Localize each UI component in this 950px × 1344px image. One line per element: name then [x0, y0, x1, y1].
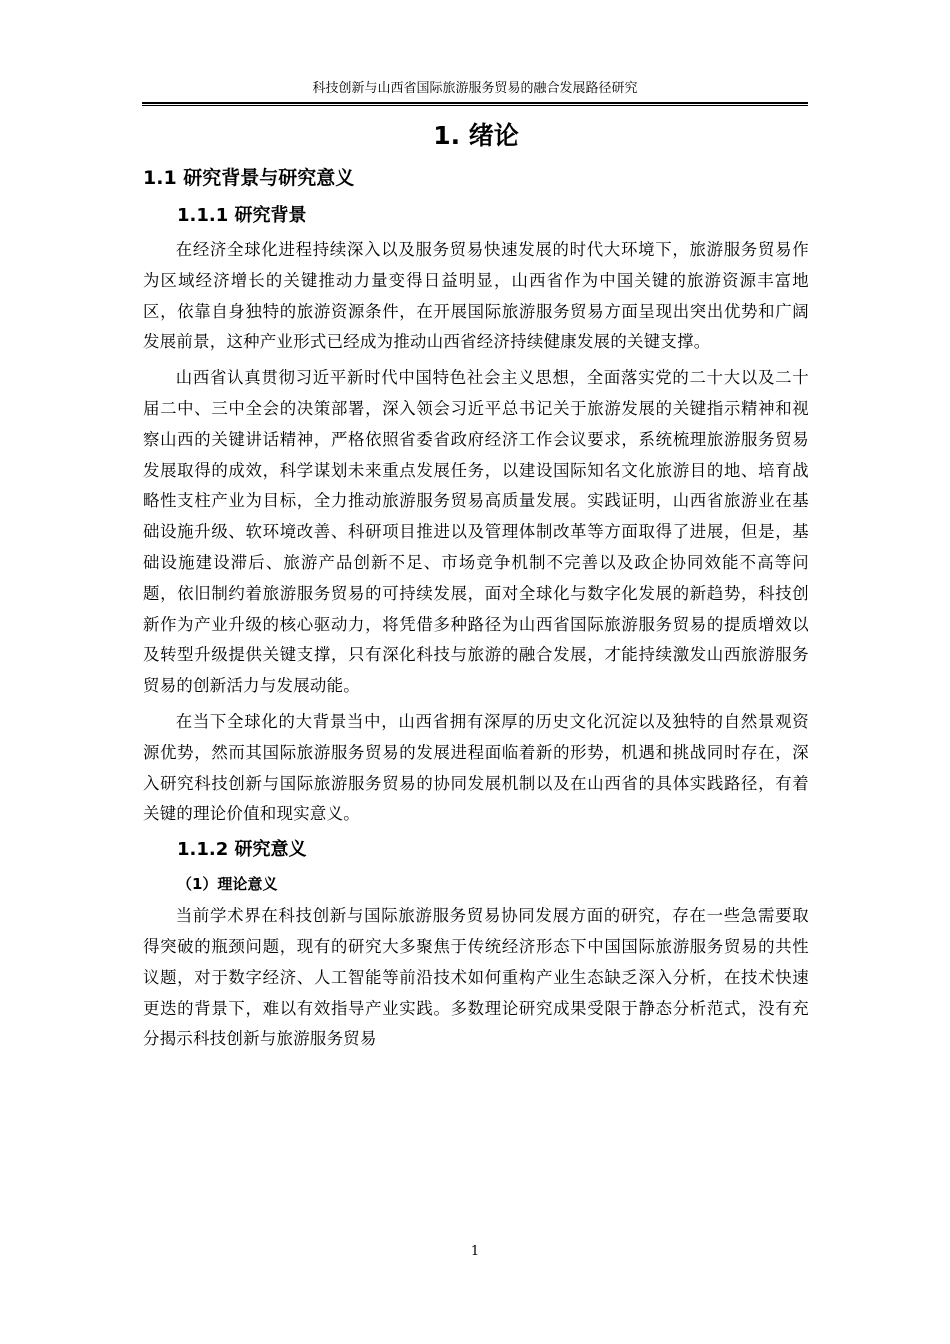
- page-content: [143, 116, 809, 1055]
- running-header: 科技创新与山西省国际旅游服务贸易的融合发展路径研究: [312, 81, 638, 96]
- paragraph: 山西省认真贯彻习近平新时代中国特色社会主义思想，全面落实党的二十大以及二十届二中、三中全会的决策部署，深入领会习近平总书记关于旅游发展的关键指示精神和视察山西的关键讲话精神，严格依照省委省政府经济工作会议要求，系统梳理旅游服务贸易发展取得的成效，科学谋划未来重点发展任务，以建设国际知名文化旅游目的地、培育战略性支柱产业为目标，全力推动旅游服务贸易高质量发展。实践证明，山西省旅游业在基础设施升级、软环境改善、科研项目推进以及管理体制改革等方面取得了进展，但是，基础设施建设滞后、旅游产品创新不足、市场竞争机制不完善以及政企协同效能不高等问题，依旧制约着旅游服务贸易的可持续发展，面对全球化与数字化发展的新趋势，科技创新作为产业升级的核心驱动力，将凭借多种路径为山西省国际旅游服务贸易的提质增效以及转型升级提供关键支撑，只有深化科技与旅游的融合发展，才能持续激发山西旅游服务贸易的创新活力与发展动能。: [143, 368, 809, 696]
- header-rule-thin: [142, 105, 808, 106]
- section-heading-1-1: 1.1 研究背景与研究意义: [143, 167, 355, 189]
- page-number: 1: [470, 1244, 480, 1259]
- point-heading-theoretical-significance: （1）理论意义: [177, 875, 278, 894]
- paragraph: 在经济全球化进程持续深入以及服务贸易快速发展的时代大环境下，旅游服务贸易作为区域经济增长的关键推动力量变得日益明显，山西省作为中国关键的旅游资源丰富地区，依靠自身独特的旅游资源条件，在开展国际旅游服务贸易方面呈现出突出优势和广阔发展前景，这种产业形式已经成为推动山西省经济持续健康发展的关键支撑。: [143, 240, 809, 352]
- header-rule: [142, 102, 808, 104]
- paragraph: 在当下全球化的大背景当中，山西省拥有深厚的历史文化沉淀以及独特的自然景观资源优势，然而其国际旅游服务贸易的发展进程面临着新的形势，机遇和挑战同时存在，深入研究科技创新与国际旅游服务贸易的协同发展机制以及在山西省的具体实践路径，有着关键的理论价值和现实意义。: [143, 711, 809, 824]
- subsection-heading-1-1-2: 1.1.2 研究意义: [177, 839, 307, 861]
- subsection-heading-1-1-1: 1.1.1 研究背景: [177, 205, 307, 226]
- paragraph: 当前学术界在科技创新与国际旅游服务贸易协同发展方面的研究，存在一些急需要取得突破的瓶颈问题，现有的研究大多聚焦于传统经济形态下中国国际旅游服务贸易的共性议题，对于数字经济、人工智能等前沿技术如何重构产业生态缺乏深入分析，在技术快速更迭的背景下，难以有效指导产业实践。多数理论研究成果受限于静态分析范式，没有充分揭示科技创新与旅游服务贸易: [143, 906, 809, 1049]
- chapter-title: 1. 绪论: [433, 121, 519, 150]
